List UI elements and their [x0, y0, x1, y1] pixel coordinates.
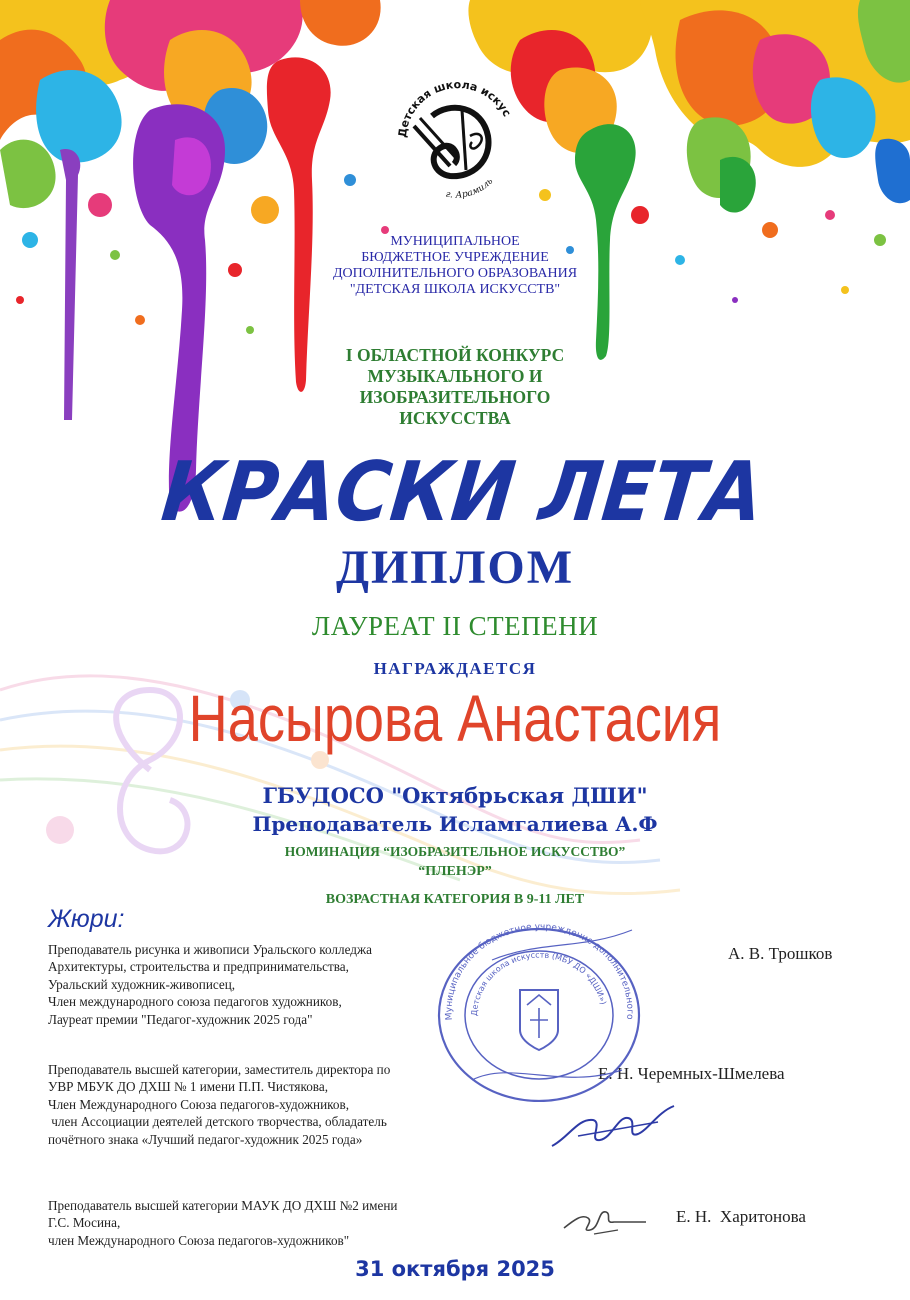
- jury-description-line: Преподаватель высшей категории, заместитель директора по: [48, 1062, 391, 1077]
- jury-description-line: Архитектуры, строительства и предпринимательства,: [48, 959, 349, 975]
- contest-line: ИСКУССТВА: [399, 408, 511, 428]
- sub-nomination: “ПЛЕНЭР”: [418, 864, 492, 879]
- nomination: НОМИНАЦИЯ “ИЗОБРАЗИТЕЛЬНОЕ ИСКУССТВО”: [284, 844, 626, 859]
- institution-line: БЮДЖЕТНОЕ УЧРЕЖДЕНИЕ: [361, 250, 549, 265]
- jury-description-line: Уральский художник-живописец,: [48, 976, 236, 992]
- jury-description-line: член Международного Союза педагогов-художников": [48, 1232, 350, 1248]
- svg-text:Детская школа искусств (МБУ ДО: Детская школа искусств (МБУ ДО «ДШИ»): [469, 950, 608, 1017]
- jury-member-name: Е. Н. Черемных-Шмелева: [598, 1064, 785, 1083]
- svg-text:Муниципальное бюджетное учрежд: Муниципальное бюджетное учреждение дополнительного: [444, 922, 635, 1021]
- official-stamp: [432, 920, 647, 1102]
- recipient-teacher: Преподаватель Исламгалиева А.Ф: [252, 812, 658, 836]
- institution-line: "ДЕТСКАЯ ШКОЛА ИСКУССТВ": [349, 282, 561, 297]
- laureate-degree: ЛАУРЕАТ II СТЕПЕНИ: [311, 611, 599, 641]
- jury-member-name: Е. Н. Харитонова: [676, 1207, 806, 1226]
- awarded-label: НАГРАЖДАЕТСЯ: [373, 659, 537, 678]
- jury-member-description: [48, 941, 372, 1028]
- recipient-name: Насырова Анастасия: [188, 681, 722, 755]
- jury-description-line: Преподаватель высшей категории МАУК ДО ДХШ №2 имени: [48, 1198, 398, 1213]
- contest-title-text: КРАСКИ ЛЕТА: [157, 445, 770, 540]
- institution-line: ДОПОЛНИТЕЛЬНОГО ОБРАЗОВАНИЯ: [332, 266, 578, 281]
- age-category: ВОЗРАСТНАЯ КАТЕГОРИЯ В 9-11 ЛЕТ: [325, 892, 585, 907]
- svg-text:Детская школа искусств: Детская школа искус: [395, 78, 514, 139]
- signature-kharitonova: [560, 1200, 650, 1240]
- jury-description-line: Член Международного Союза педагогов-художников,: [48, 1096, 350, 1112]
- jury-description-line: Лауреат премии "Педагог-художник 2025 года": [48, 1011, 313, 1027]
- diploma-date: 31 октября 2025: [355, 1257, 555, 1281]
- jury-description-line: Член международного союза педагогов художников,: [48, 994, 342, 1010]
- contest-line: ИЗОБРАЗИТЕЛЬНОГО: [359, 387, 551, 407]
- jury-member-description: [48, 1197, 398, 1249]
- jury-description-line: УВР МБУК ДО ДХШ № 1 имени П.П. Чистякова,: [48, 1079, 329, 1095]
- jury-description-line: Преподаватель рисунка и живописи Уральского колледжа: [48, 942, 372, 957]
- jury-description-line: почётного знака «Лучший педагог-художник 2025 года»: [48, 1131, 363, 1147]
- institution-line: МУНИЦИПАЛЬНОЕ: [390, 234, 520, 249]
- jury-description-line: Г.С. Мосина,: [48, 1215, 121, 1231]
- school-logo: [392, 66, 520, 206]
- recipient-school: ГБУДОСО "Октябрьская ДШИ": [262, 783, 648, 808]
- diploma-title: ДИПЛОМ: [335, 541, 575, 594]
- contest-title: [150, 440, 770, 540]
- jury-member-name: А. В. Трошков: [728, 944, 833, 963]
- jury-title: Жюри:: [48, 905, 125, 933]
- contest-line: МУЗЫКАЛЬНОГО И: [367, 366, 543, 386]
- jury-member-description: [48, 1061, 390, 1148]
- contest-line: I ОБЛАСТНОЙ КОНКУРС: [345, 345, 565, 365]
- jury-description-line: член Ассоциации деятелей детского творчества, обладатель: [48, 1114, 387, 1130]
- svg-text:г. Арамиль: г. Арамиль: [444, 176, 496, 201]
- signature-cheremnykh: [548, 1098, 678, 1153]
